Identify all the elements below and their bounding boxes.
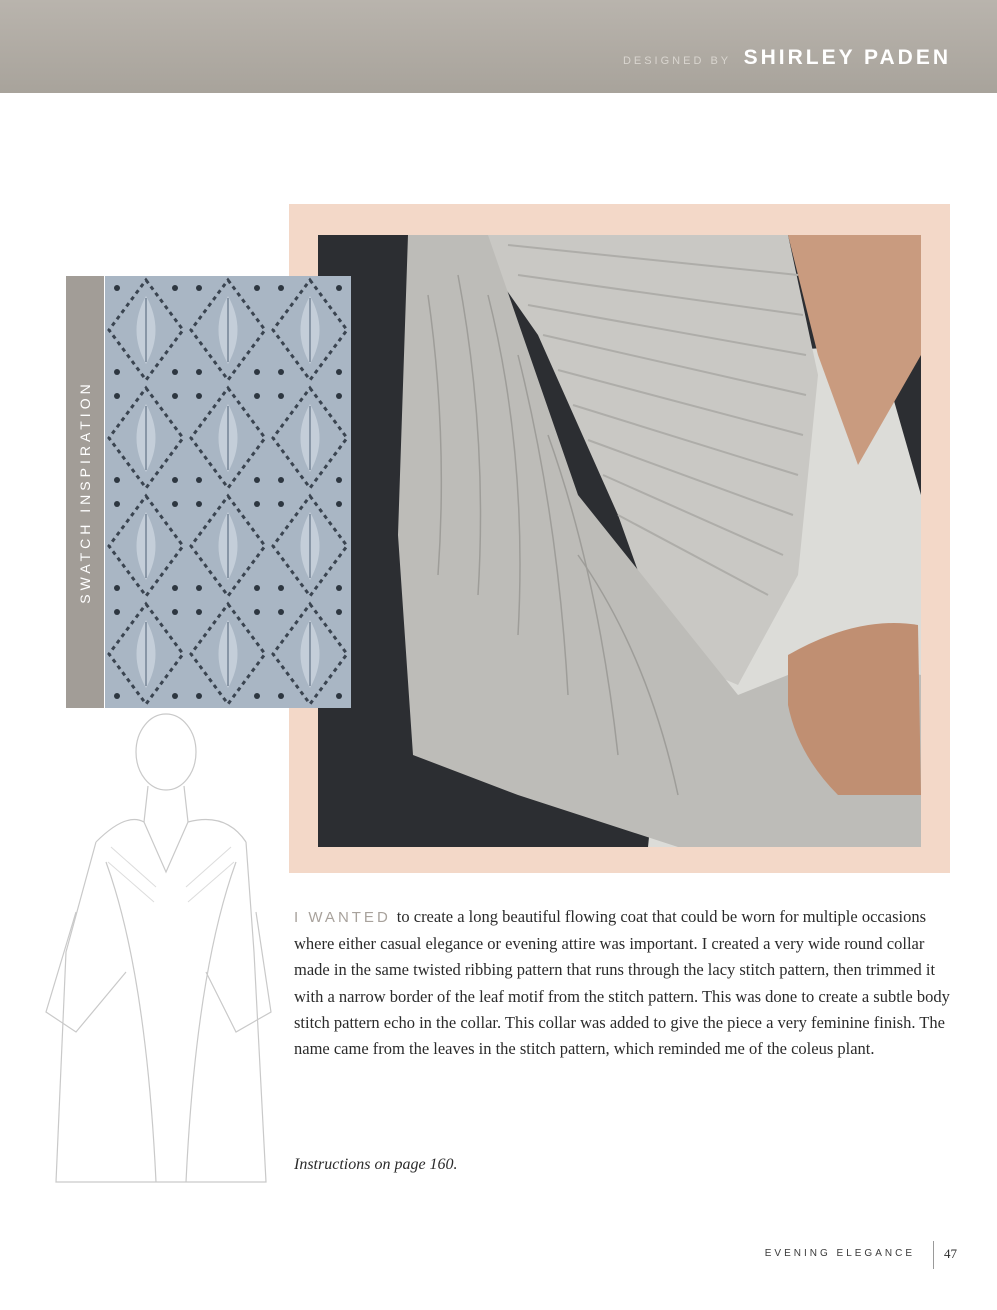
designer-credit: [623, 46, 951, 70]
instructions-reference: Instructions on page 160.: [294, 1156, 458, 1173]
designed-by-label: DESIGNED BY: [622, 55, 732, 67]
sidebar-label: SWATCH INSPIRATION: [77, 380, 93, 604]
coat-sketch-illustration: [36, 712, 276, 1196]
designer-name: SHIRLEY PADEN: [743, 46, 951, 69]
page-number: 47: [944, 1246, 957, 1261]
garment-photo-drawing: [318, 235, 921, 847]
footer-section-title: EVENING ELEGANCE: [764, 1248, 915, 1259]
body-text: to create a long beautiful flowing coat that could be worn for multiple occasions where either casual elegance or evening attire was important. I created a very wide round collar made in the same twisted ribbing pattern that runs through the lacy stitch pattern, then trimmed it with a narrow border of the leaf motif from the stitch pattern. This was done to create a subtle body stitch pattern echo in the collar. This collar was added to give the piece a very feminine finish. The name came from the leaves in the stitch pattern, which reminded me of the coleus plant.: [294, 907, 950, 1059]
header-band: [0, 0, 997, 93]
swatch-photo: [105, 276, 351, 708]
garment-photo: [318, 235, 921, 847]
swatch-lace-pattern: [105, 276, 351, 708]
lead-in: I WANTED: [294, 909, 391, 926]
footer-divider: [933, 1241, 934, 1269]
body-paragraph: [294, 904, 962, 1062]
